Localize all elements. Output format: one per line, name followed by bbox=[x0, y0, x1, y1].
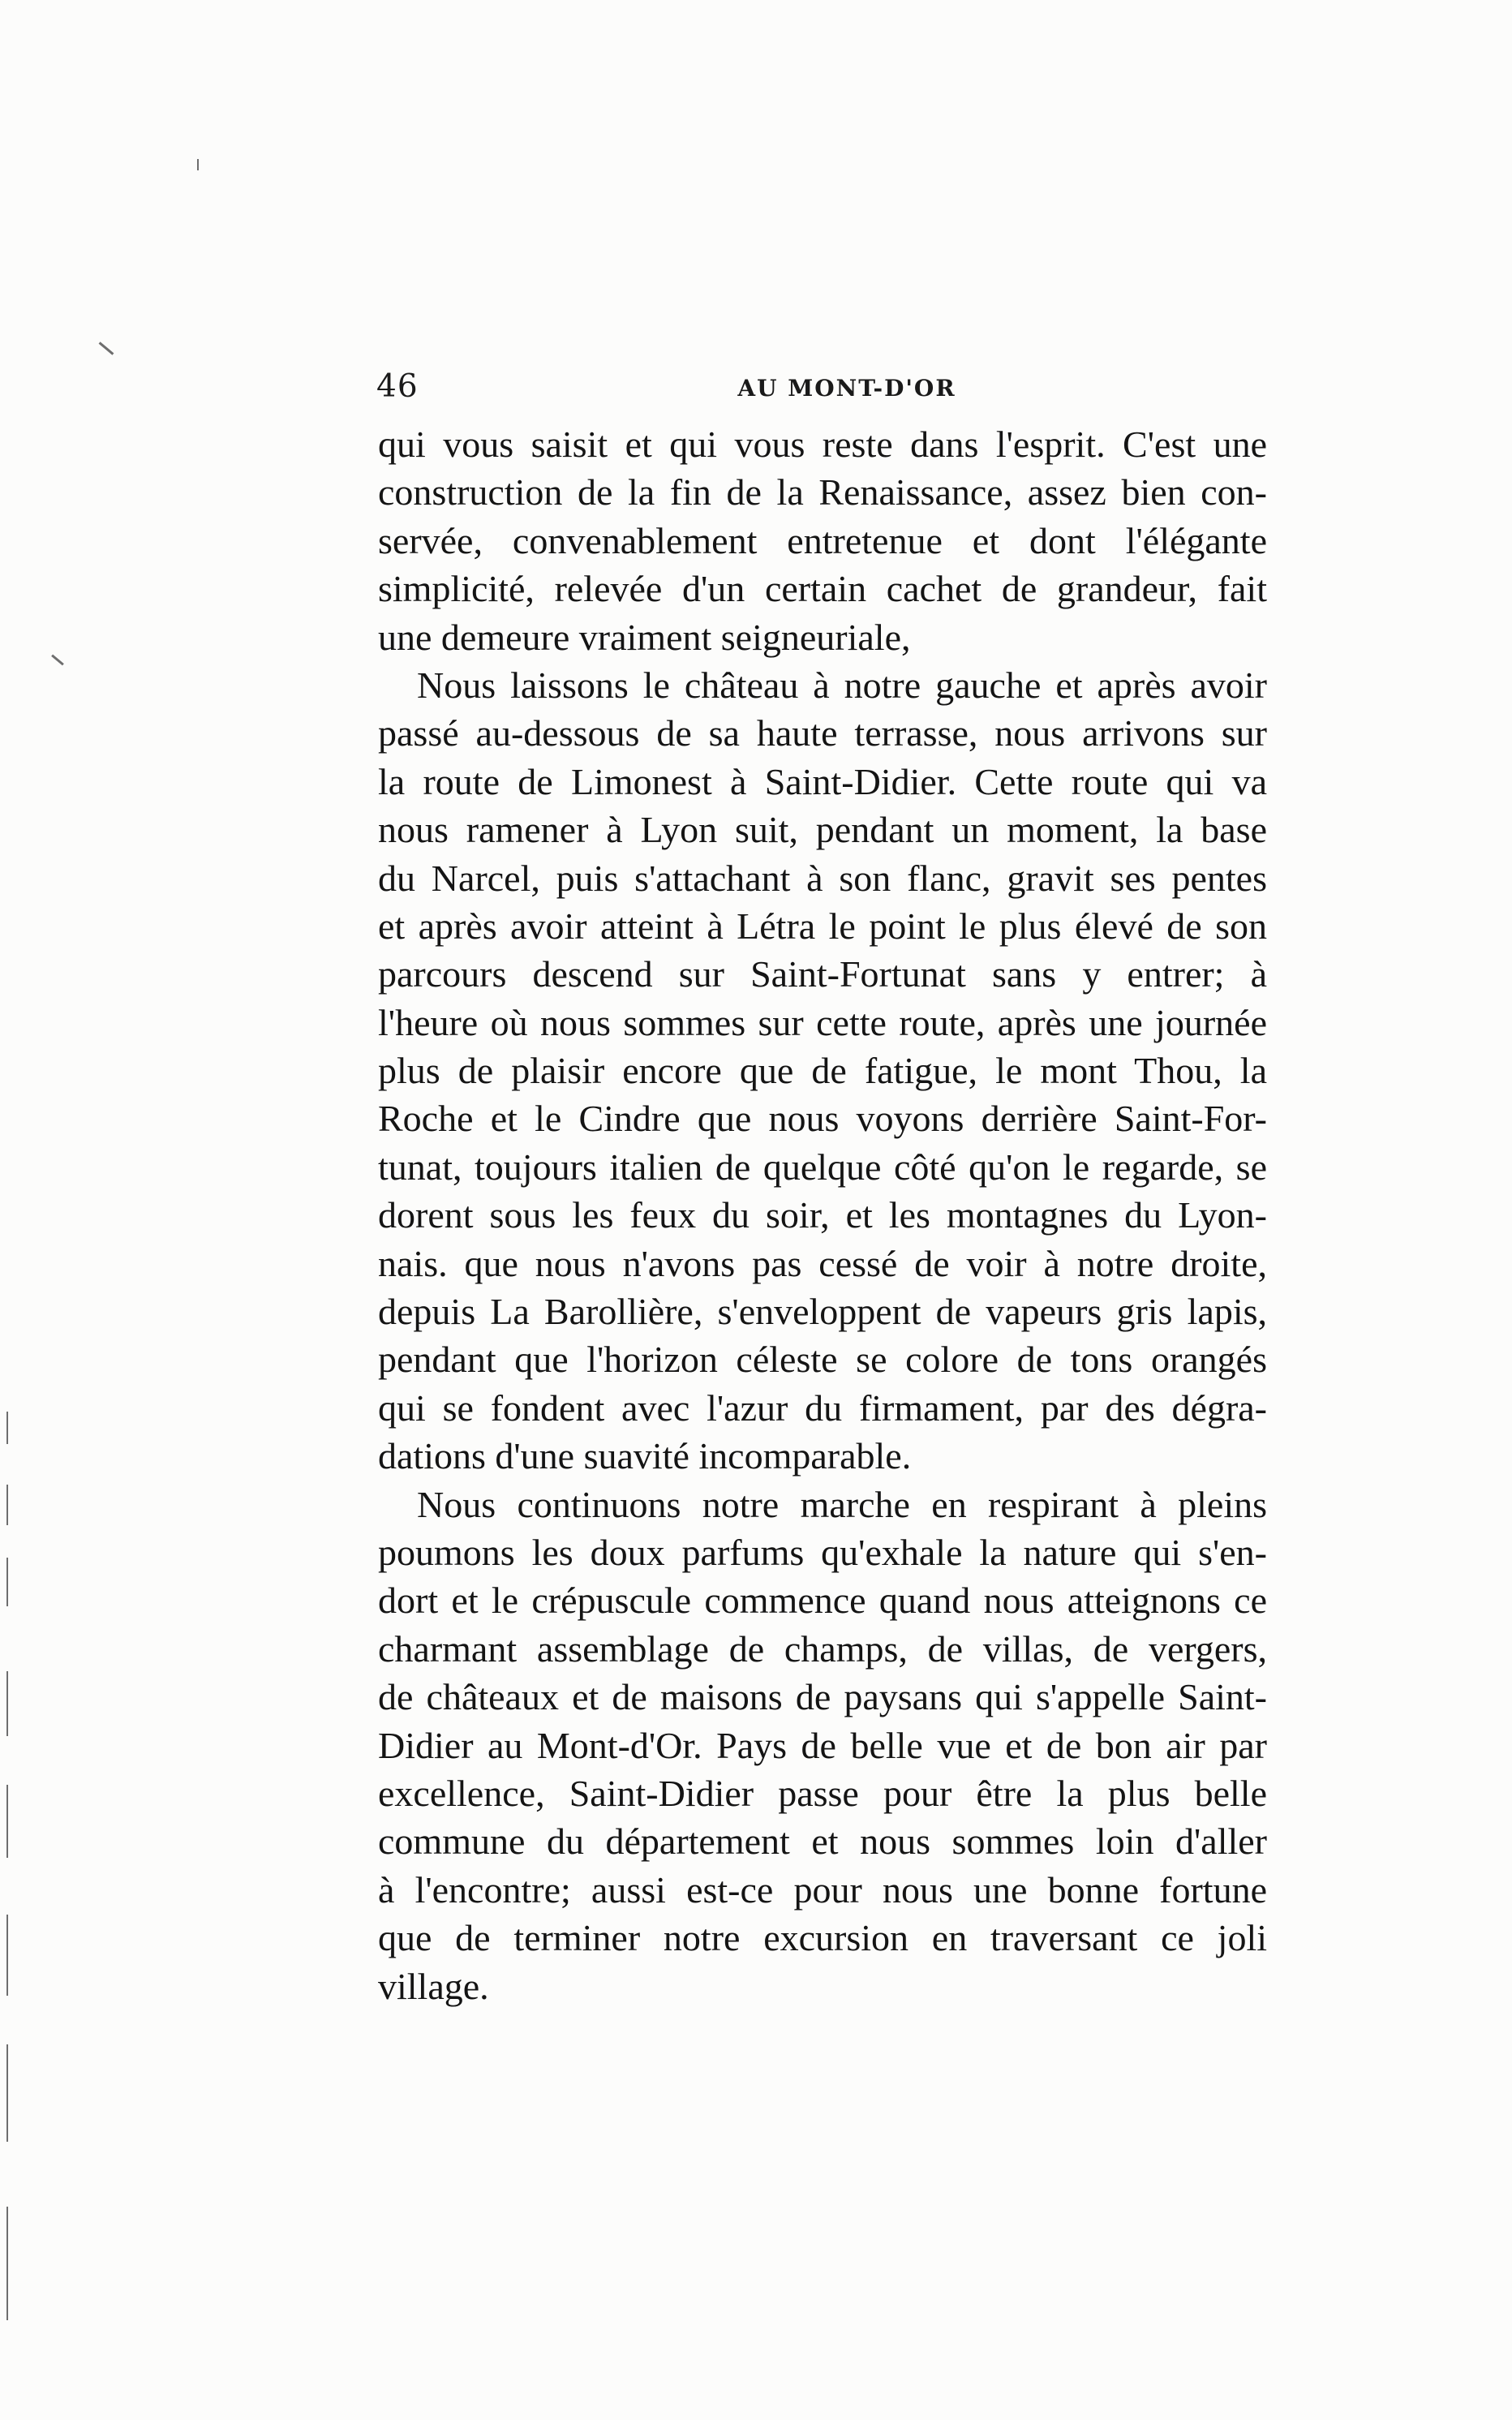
margin-mark bbox=[6, 2207, 8, 2320]
text-line: la route de Limonest à Saint-Didier. Cette route qui va bbox=[378, 760, 1267, 802]
text-line: tunat, toujours italien de quelque côté qu'on le regarde, se bbox=[378, 1146, 1267, 1188]
text-line: poumons les doux parfums qu'exhale la nature qui s'en- bbox=[378, 1531, 1267, 1573]
text-line: parcours descend sur Saint-Fortunat sans y entrer; à bbox=[378, 953, 1267, 995]
text-line: du Narcel, puis s'attachant à son flanc, gravit ses pentes bbox=[378, 857, 1267, 899]
page-number: 46 bbox=[376, 368, 419, 405]
text-line: de châteaux et de maisons de paysans qui s'appelle Saint- bbox=[378, 1676, 1267, 1718]
text-line: nais. que nous n'avons pas cessé de voir à notre droite, bbox=[378, 1242, 1267, 1284]
margin-mark bbox=[6, 1915, 8, 1996]
margin-mark bbox=[6, 1485, 8, 1525]
text-line: dorent sous les feux du soir, et les montagnes du Lyon- bbox=[378, 1194, 1267, 1236]
margin-mark bbox=[6, 1412, 8, 1444]
text-line: village. bbox=[378, 1965, 489, 2007]
running-head bbox=[376, 363, 1265, 412]
text-line: excellence, Saint-Didier passe pour être la plus belle bbox=[378, 1772, 1267, 1814]
text-line: que de terminer notre excursion en traversant ce joli bbox=[378, 1917, 1267, 1959]
running-title: AU MONT-D'OR bbox=[737, 375, 956, 402]
margin-mark bbox=[6, 1785, 8, 1858]
text-line: servée, convenablement entretenue et dont l'élégante bbox=[378, 519, 1267, 561]
text-line: nous ramener à Lyon suit, pendant un moment, la base bbox=[378, 809, 1267, 851]
text-line: dort et le crépuscule commence quand nous atteignons ce bbox=[378, 1580, 1267, 1622]
margin-mark bbox=[6, 2044, 8, 2142]
text-line: Roche et le Cindre que nous voyons derrière Saint-For- bbox=[378, 1098, 1267, 1140]
text-line: l'heure où nous sommes sur cette route, après une journée bbox=[378, 1001, 1267, 1043]
margin-mark bbox=[6, 1671, 8, 1736]
text-line: passé au-dessous de sa haute terrasse, nous arrivons sur bbox=[378, 712, 1267, 754]
text-line: plus de plaisir encore que de fatigue, le mont Thou, la bbox=[378, 1050, 1267, 1092]
text-line: depuis La Barollière, s'enveloppent de vapeurs gris lapis, bbox=[378, 1291, 1267, 1333]
margin-mark bbox=[6, 1558, 8, 1606]
text-line: commune du département et nous sommes loin d'aller bbox=[378, 1820, 1267, 1863]
text-line: une demeure vraiment seigneuriale, bbox=[378, 616, 911, 658]
text-line: et après avoir atteint à Létra le point le plus élevé de son bbox=[378, 905, 1267, 947]
text-line: charmant assemblage de champs, de villas, de vergers, bbox=[378, 1627, 1267, 1670]
text-line: Nous continuons notre marche en respirant à pleins bbox=[417, 1483, 1267, 1525]
body-text bbox=[378, 420, 1267, 2010]
margin-mark bbox=[51, 655, 64, 666]
text-line: à l'encontre; aussi est-ce pour nous une bonne fortune bbox=[378, 1868, 1267, 1911]
margin-mark bbox=[99, 342, 114, 355]
text-line: Didier au Mont-d'Or. Pays de belle vue et de bon air par bbox=[378, 1724, 1267, 1766]
text-line: Nous laissons le château à notre gauche et après avoir bbox=[417, 664, 1267, 706]
text-line: construction de la fin de la Renaissance, assez bien con- bbox=[378, 471, 1267, 514]
text-line: dations d'une suavité incomparable. bbox=[378, 1435, 912, 1477]
text-line: qui vous saisit et qui vous reste dans l'esprit. C'est une bbox=[378, 423, 1267, 465]
text-line: qui se fondent avec l'azur du firmament, par des dégra- bbox=[378, 1386, 1267, 1429]
text-line: pendant que l'horizon céleste se colore de tons orangés bbox=[378, 1339, 1267, 1381]
text-line: simplicité, relevée d'un certain cachet de grandeur, fait bbox=[378, 568, 1267, 610]
margin-mark bbox=[197, 159, 199, 170]
